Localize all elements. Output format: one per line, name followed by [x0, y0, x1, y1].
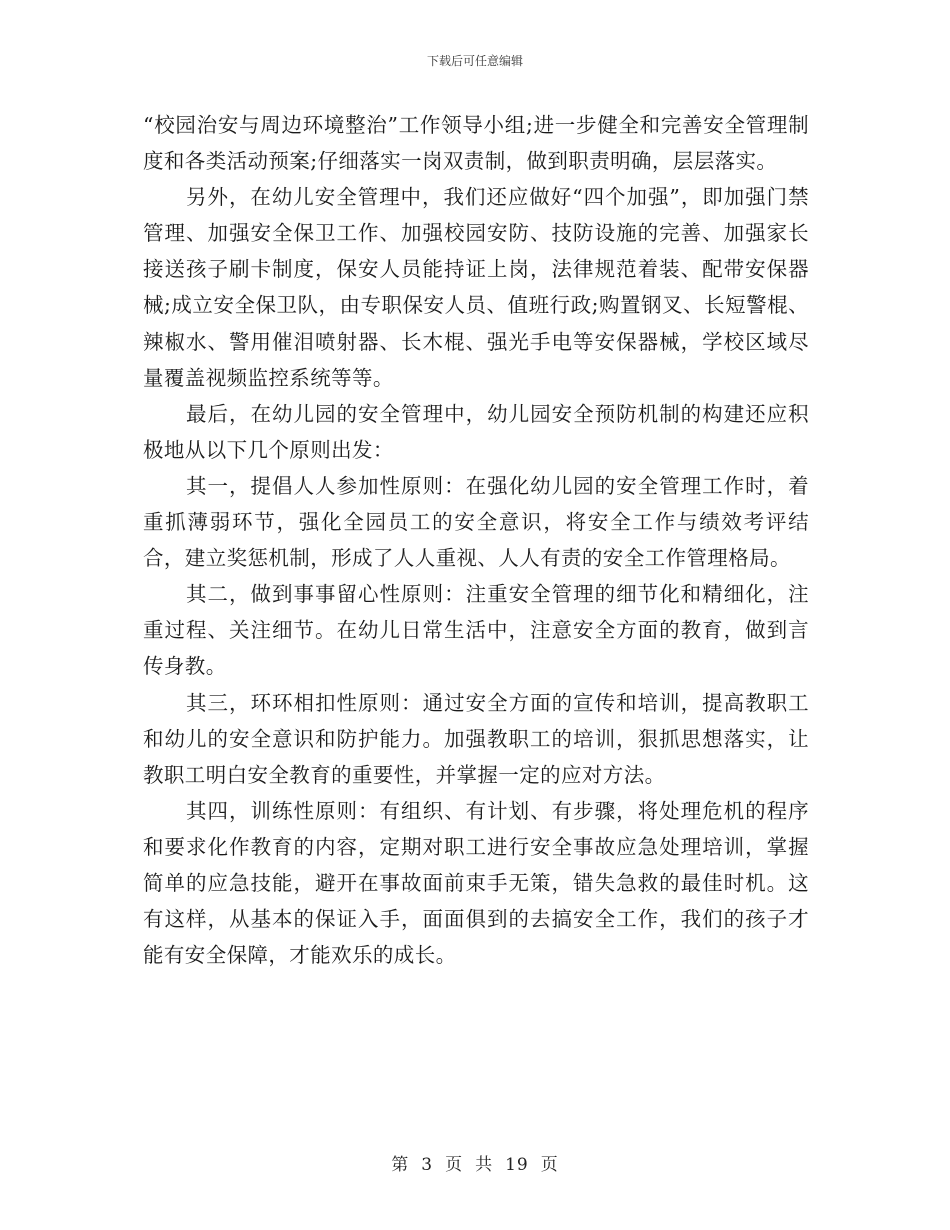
footer-prefix: 第 [391, 1155, 410, 1175]
page-footer [0, 1154, 950, 1176]
paragraph-principle-three: 其三，环环相扣性原则：通过安全方面的宣传和培训，提高教职工和幼儿的安全意识和防护能力。加强教职工的培训，狠抓思想落实，让教职工明白安全教育的重要性，并掌握一定的应对方法。 [143, 690, 809, 787]
footer-page-word: 页 [445, 1155, 464, 1175]
page-header: 下载后可任意编辑 [426, 54, 523, 68]
document-body [143, 107, 809, 973]
paragraph-principle-one: 其一，提倡人人参加性原则：在强化幼儿园的安全管理工作时，着重抓薄弱环节，强化全园员工的安全意识，将安全工作与绩效考评结合，建立奖惩机制，形成了人人重视、人人有责的安全工作管理格局。 [143, 473, 809, 571]
footer-total-pages: 19 [505, 1155, 529, 1175]
paragraph-principle-four: 其四，训练性原则：有组织、有计划、有步骤，将处理危机的程序和要求化作教育的内容，定期对职工进行安全事故应急处理培训，掌握简单的应急技能，避开在事故面前束手无策，错失急救的最佳时机。这有这样，从基本的保证入手，面面俱到的去搞安全工作，我们的孩子才能有安全保障，才能欢乐的成长。 [143, 798, 809, 968]
footer-total-word: 共 [475, 1155, 494, 1175]
footer-suffix: 页 [540, 1155, 559, 1175]
footer-current-page: 3 [421, 1155, 434, 1175]
paragraph-continuation: “校园治安与周边环境整治”工作领导小组;进一步健全和完善安全管理制度和各类活动预案;仔细落实一岗双责制，做到职责明确，层层落实。 [143, 113, 809, 174]
paragraph-principles-intro: 最后，在幼儿园的安全管理中，幼儿园安全预防机制的构建还应积极地从以下几个原则出发： [143, 401, 809, 462]
paragraph-four-strengthenings: 另外，在幼儿安全管理中，我们还应做好“四个加强”，即加强门禁管理、加强安全保卫工作、加强校园安防、技防设施的完善、加强家长接送孩子刷卡制度，保安人员能持证上岗，法律规范着装、配带安保器械;成立安全保卫队，由专职保安人员、值班行政;购置钢叉、长短警棍、辣椒水、警用催泪喷射器、长木棍、强光手电等安保器械，学校区域尽量覆盖视频监控系统等等。 [143, 185, 809, 390]
paragraph-principle-two: 其二，做到事事留心性原则：注重安全管理的细节化和精细化，注重过程、关注细节。在幼儿日常生活中，注意安全方面的教育，做到言传身教。 [143, 582, 809, 679]
